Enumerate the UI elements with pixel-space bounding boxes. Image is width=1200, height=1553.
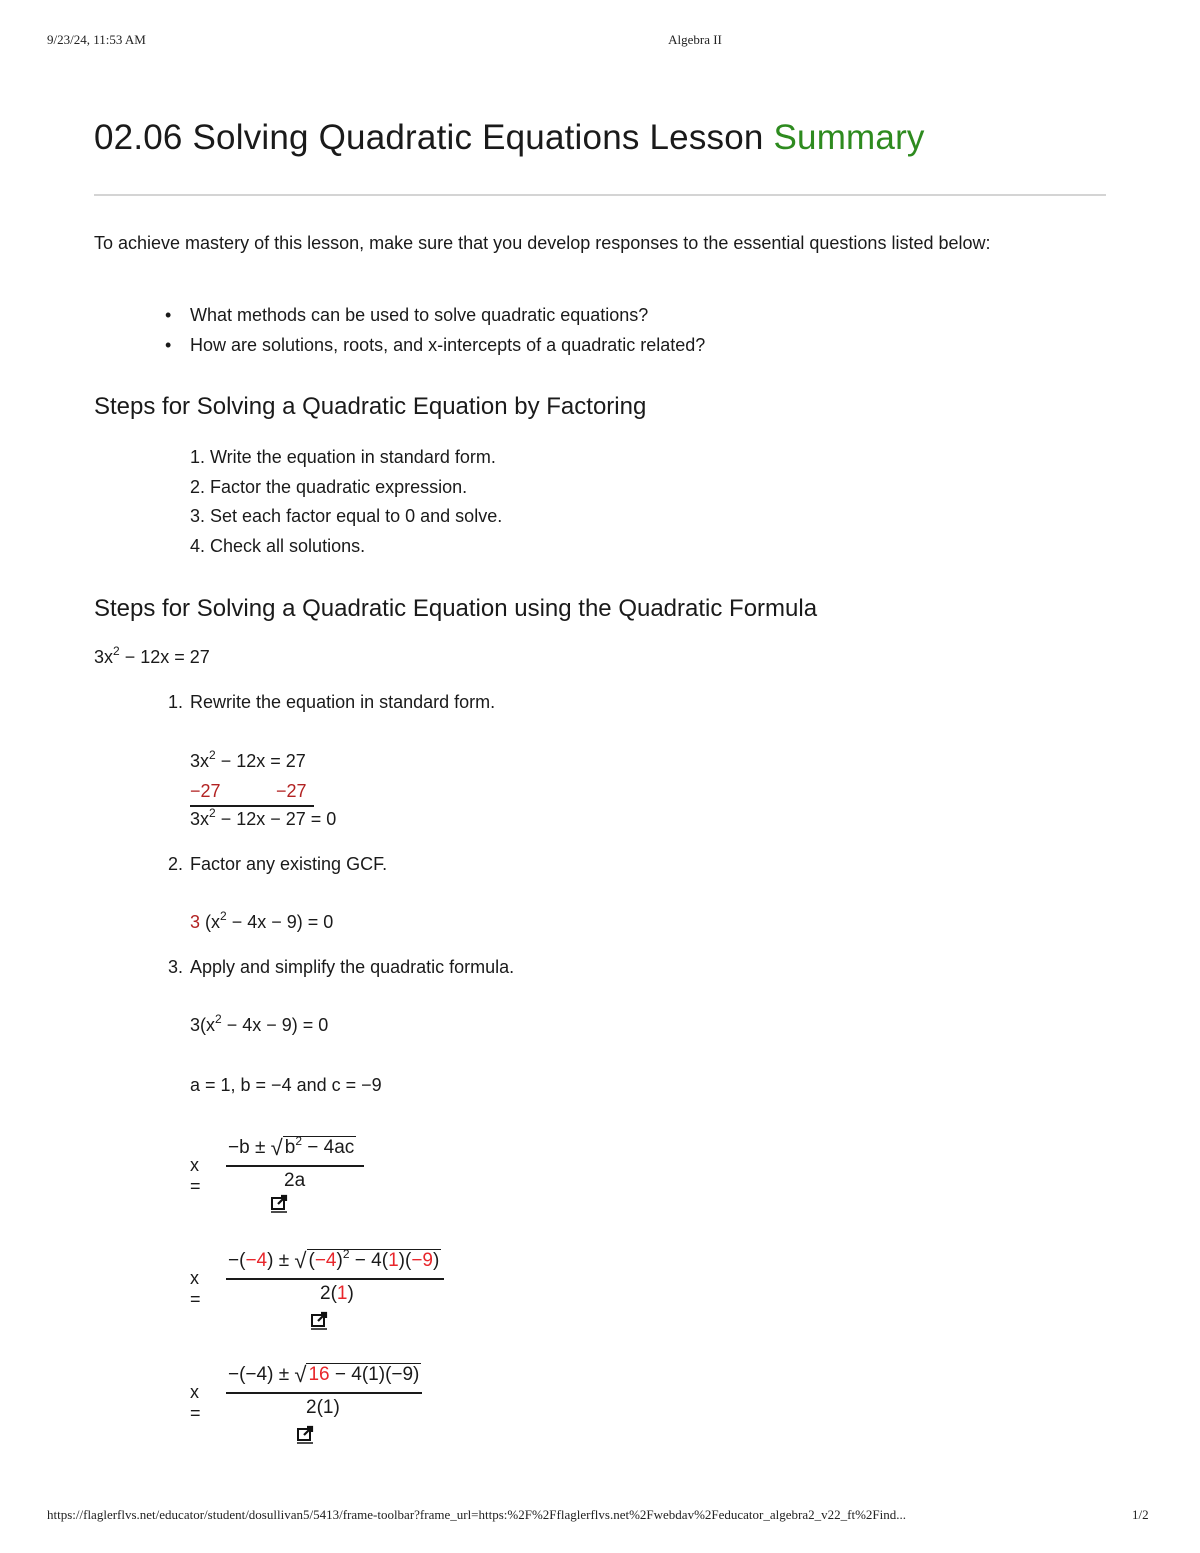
page-title [94, 118, 925, 158]
formula-denominator: 2a [284, 1170, 306, 1191]
list-item: 4. Check all solutions. [190, 535, 366, 556]
fraction-bar [226, 1165, 364, 1167]
math-line: $3x^2 - 12x = 27$ [190, 748, 306, 771]
external-link-icon[interactable] [270, 1193, 290, 1213]
list-item: • How are solutions, roots, and x-intercepts of a quadratic related? [190, 330, 705, 360]
page-title-accent: Summary [773, 118, 925, 157]
external-link-icon[interactable] [296, 1424, 316, 1444]
list-item: 1. Write the equation in standard form. [190, 447, 496, 467]
qf-step-1: 1. Rewrite the equation in standard form. [168, 692, 496, 712]
math-line: $3x^2 - 12x - 27 = 0$ [190, 806, 337, 829]
page-number: 1/2 [1132, 1507, 1149, 1522]
print-url: https://flaglerflvs.net/educator/student/dosullivan5/5413/frame-toolbar?frame_url=https:%2F%2Fflaglerflvs.net%2Fwebdav%2Feducator_algebra2_v22_ft%2Find... [47, 1507, 906, 1522]
coefficients-line: a = 1, b = −4 and c = −9 [190, 1075, 382, 1095]
list-item: • What methods can be used to solve quadratic equations? [190, 300, 705, 330]
factoring-heading: Steps for Solving a Quadratic Equation by Factoring [94, 393, 647, 420]
external-link-icon[interactable] [310, 1310, 330, 1330]
formula-denominator: 2(1) [306, 1397, 340, 1418]
fraction-bar [226, 1278, 444, 1280]
math-line: $3(x^2 - 4x - 9) = 0$ [190, 1012, 329, 1035]
list-item: 3. Set each factor equal to 0 and solve. [190, 506, 503, 526]
fraction-bar [226, 1392, 422, 1394]
qf-step-2: 2. Factor any existing GCF. [168, 854, 388, 874]
print-title: Algebra II [668, 32, 722, 47]
essential-questions-list [190, 300, 705, 360]
formula-heading: Steps for Solving a Quadratic Equation using the Quadratic Formula [94, 595, 818, 622]
title-divider [94, 194, 1106, 196]
example-equation: $3x^2 - 12x = 27$ [94, 644, 210, 667]
formula-numerator: −(−4) ± √ 16 − 4(1)(−9) [228, 1362, 420, 1387]
print-datetime: 9/23/24, 11:53 AM [47, 32, 146, 47]
qf-step-3: 3. Apply and simplify the quadratic formula. [168, 957, 515, 977]
factoring-steps-list [190, 443, 502, 561]
intro-text: To achieve mastery of this lesson, make sure that you develop responses to the essential questions listed below: [94, 233, 991, 253]
list-item: 2. Factor the quadratic expression. [190, 476, 468, 497]
gcf-line: 3 $(x^2 - 4x - 9) = 0$ [190, 909, 334, 932]
page-title-main: 02.06 Solving Quadratic Equations Lesson [94, 118, 774, 157]
formula-numerator: −(−4) ± √ $(-4)^2 - 4(1)(-9)$ [228, 1247, 440, 1273]
formula-denominator: 2(1) [320, 1283, 354, 1304]
formula-numerator: −b ± √ $b^2 - 4ac$ [228, 1134, 355, 1160]
